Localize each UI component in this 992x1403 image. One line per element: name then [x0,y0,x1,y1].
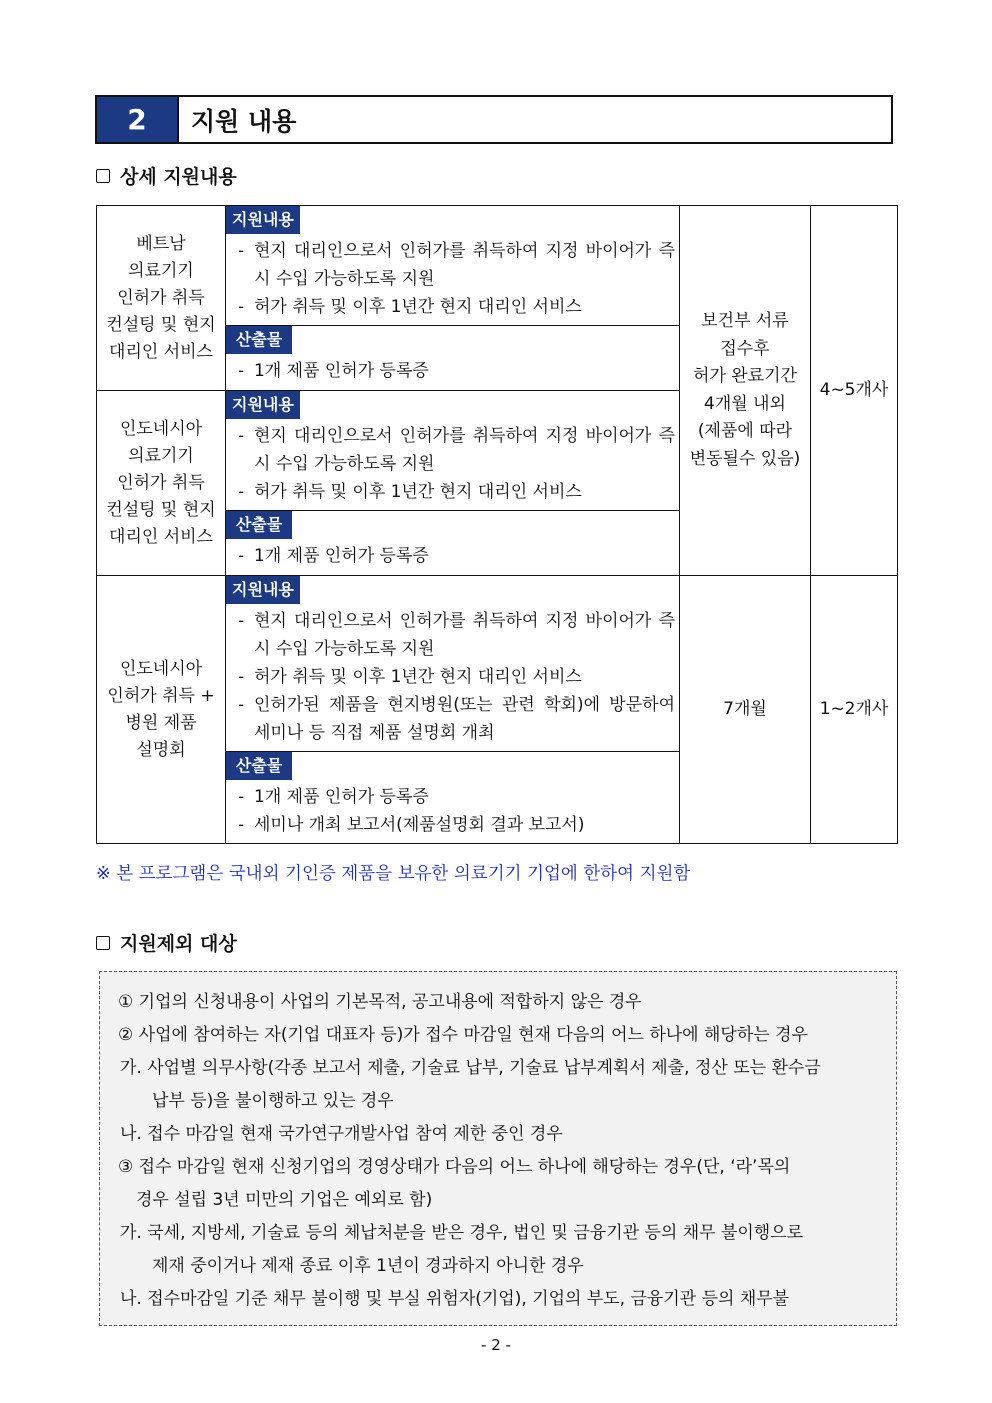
table-row [97,206,898,391]
program-name-cell: 인도네시아 인허가 취득 + 병원 제품 설명회 [97,576,226,844]
company-count-cell: 1~2개사 [811,576,898,844]
output-section [226,511,679,574]
exclusion-heading [96,929,237,956]
square-bullet-icon [96,169,110,183]
support-section [226,206,679,326]
exclusion-item: ① 기업의 신청내용이 사업의 기본목적, 공고내용에 적합하지 않은 경우 [118,992,642,1012]
exclusion-item-continued: 경우 설립 3년 미만의 기업은 예외로 함) [136,1190,433,1210]
support-label: 지원내용 [226,576,300,604]
exclusion-subitem: 나. 접수마감일 기준 채무 불이행 및 부실 위험자(기업), 기업의 부도, 금융기관 등의 채무불 [120,1289,790,1309]
section-header [95,95,893,144]
support-section [226,576,679,752]
square-bullet-icon [96,936,110,950]
program-content-cell [226,391,680,576]
list-item: - 현지 대리인으로서 인허가를 취득하여 지정 바이어가 즉시 수입 가능하도록 지원 [238,422,675,478]
output-section [226,326,679,389]
output-label: 산출물 [226,752,292,780]
list-item: - 1개 제품 인허가 등록증 [238,542,675,570]
program-content-cell [226,576,680,844]
list-item: - 허가 취득 및 이후 1년간 현지 대리인 서비스 [238,293,675,321]
list-item: - 허가 취득 및 이후 1년간 현지 대리인 서비스 [238,478,675,506]
period-cell: 보건부 서류 접수후 허가 완료기간 4개월 내외 (제품에 따라 변동될수 있음) [680,206,811,576]
exclusion-subitem: 가. 사업별 의무사항(각종 보고서 제출, 기술료 납부, 기술료 납부계획서 제출, 정산 또는 환수금 [120,1058,821,1078]
exclusion-heading-text: 지원제외 대상 [120,933,237,955]
program-name-cell: 인도네시아 의료기기 인허가 취득 컨설팅 및 현지 대리인 서비스 [97,391,226,576]
support-label: 지원내용 [226,391,300,419]
page-number: - 2 - [481,1336,511,1354]
list-item: - 인허가된 제품을 현지병원(또는 관련 학회)에 방문하여 세미나 등 직접 제품 설명회 개최 [238,691,675,747]
support-label: 지원내용 [226,206,300,234]
list-item: - 1개 제품 인허가 등록증 [238,357,675,385]
program-content-cell [226,206,680,391]
list-item: - 세미나 개최 보고서(제품설명회 결과 보고서) [238,811,675,839]
exclusion-item: ② 사업에 참여하는 자(기업 대표자 등)가 접수 마감일 현재 다음의 어느 하나에 해당하는 경우 [118,1025,808,1045]
list-item: - 현지 대리인으로서 인허가를 취득하여 지정 바이어가 즉시 수입 가능하도록 지원 [238,607,675,663]
period-cell: 7개월 [680,576,811,844]
exclusion-subitem: 가. 국세, 지방세, 기술료 등의 체납처분을 받은 경우, 법인 및 금융기관 등의 채무 불이행으로 [120,1223,804,1243]
section-title: 지원 내용 [191,106,297,136]
output-label: 산출물 [226,326,292,354]
table-row [97,576,898,844]
support-section [226,391,679,511]
detail-heading-text: 상세 지원내용 [120,166,237,188]
list-item: - 허가 취득 및 이후 1년간 현지 대리인 서비스 [238,663,675,691]
list-item: - 1개 제품 인허가 등록증 [238,783,675,811]
program-name-cell: 베트남 의료기기 인허가 취득 컨설팅 및 현지 대리인 서비스 [97,206,226,391]
exclusion-subitem-continued: 제재 중이거나 제재 종료 이후 1년이 경과하지 아니한 경우 [152,1256,584,1276]
exclusion-box [99,971,897,1326]
output-label: 산출물 [226,511,292,539]
support-detail-table [96,205,898,844]
exclusion-subitem-continued: 납부 등)을 불이행하고 있는 경우 [152,1091,394,1111]
eligibility-note: ※ 본 프로그램은 국내외 기인증 제품을 보유한 의료기기 기업에 한하여 지원함 [96,864,691,884]
output-section [226,752,679,843]
detail-heading [96,162,237,189]
list-item: - 현지 대리인으로서 인허가를 취득하여 지정 바이어가 즉시 수입 가능하도록 지원 [238,237,675,293]
exclusion-subitem: 나. 접수 마감일 현재 국가연구개발사업 참여 제한 중인 경우 [120,1124,563,1144]
company-count-cell: 4~5개사 [811,206,898,576]
exclusion-item: ③ 접수 마감일 현재 신청기업의 경영상태가 다음의 어느 하나에 해당하는 경우(단, ‘라’목의 [118,1157,791,1177]
section-number: 2 [97,97,179,142]
